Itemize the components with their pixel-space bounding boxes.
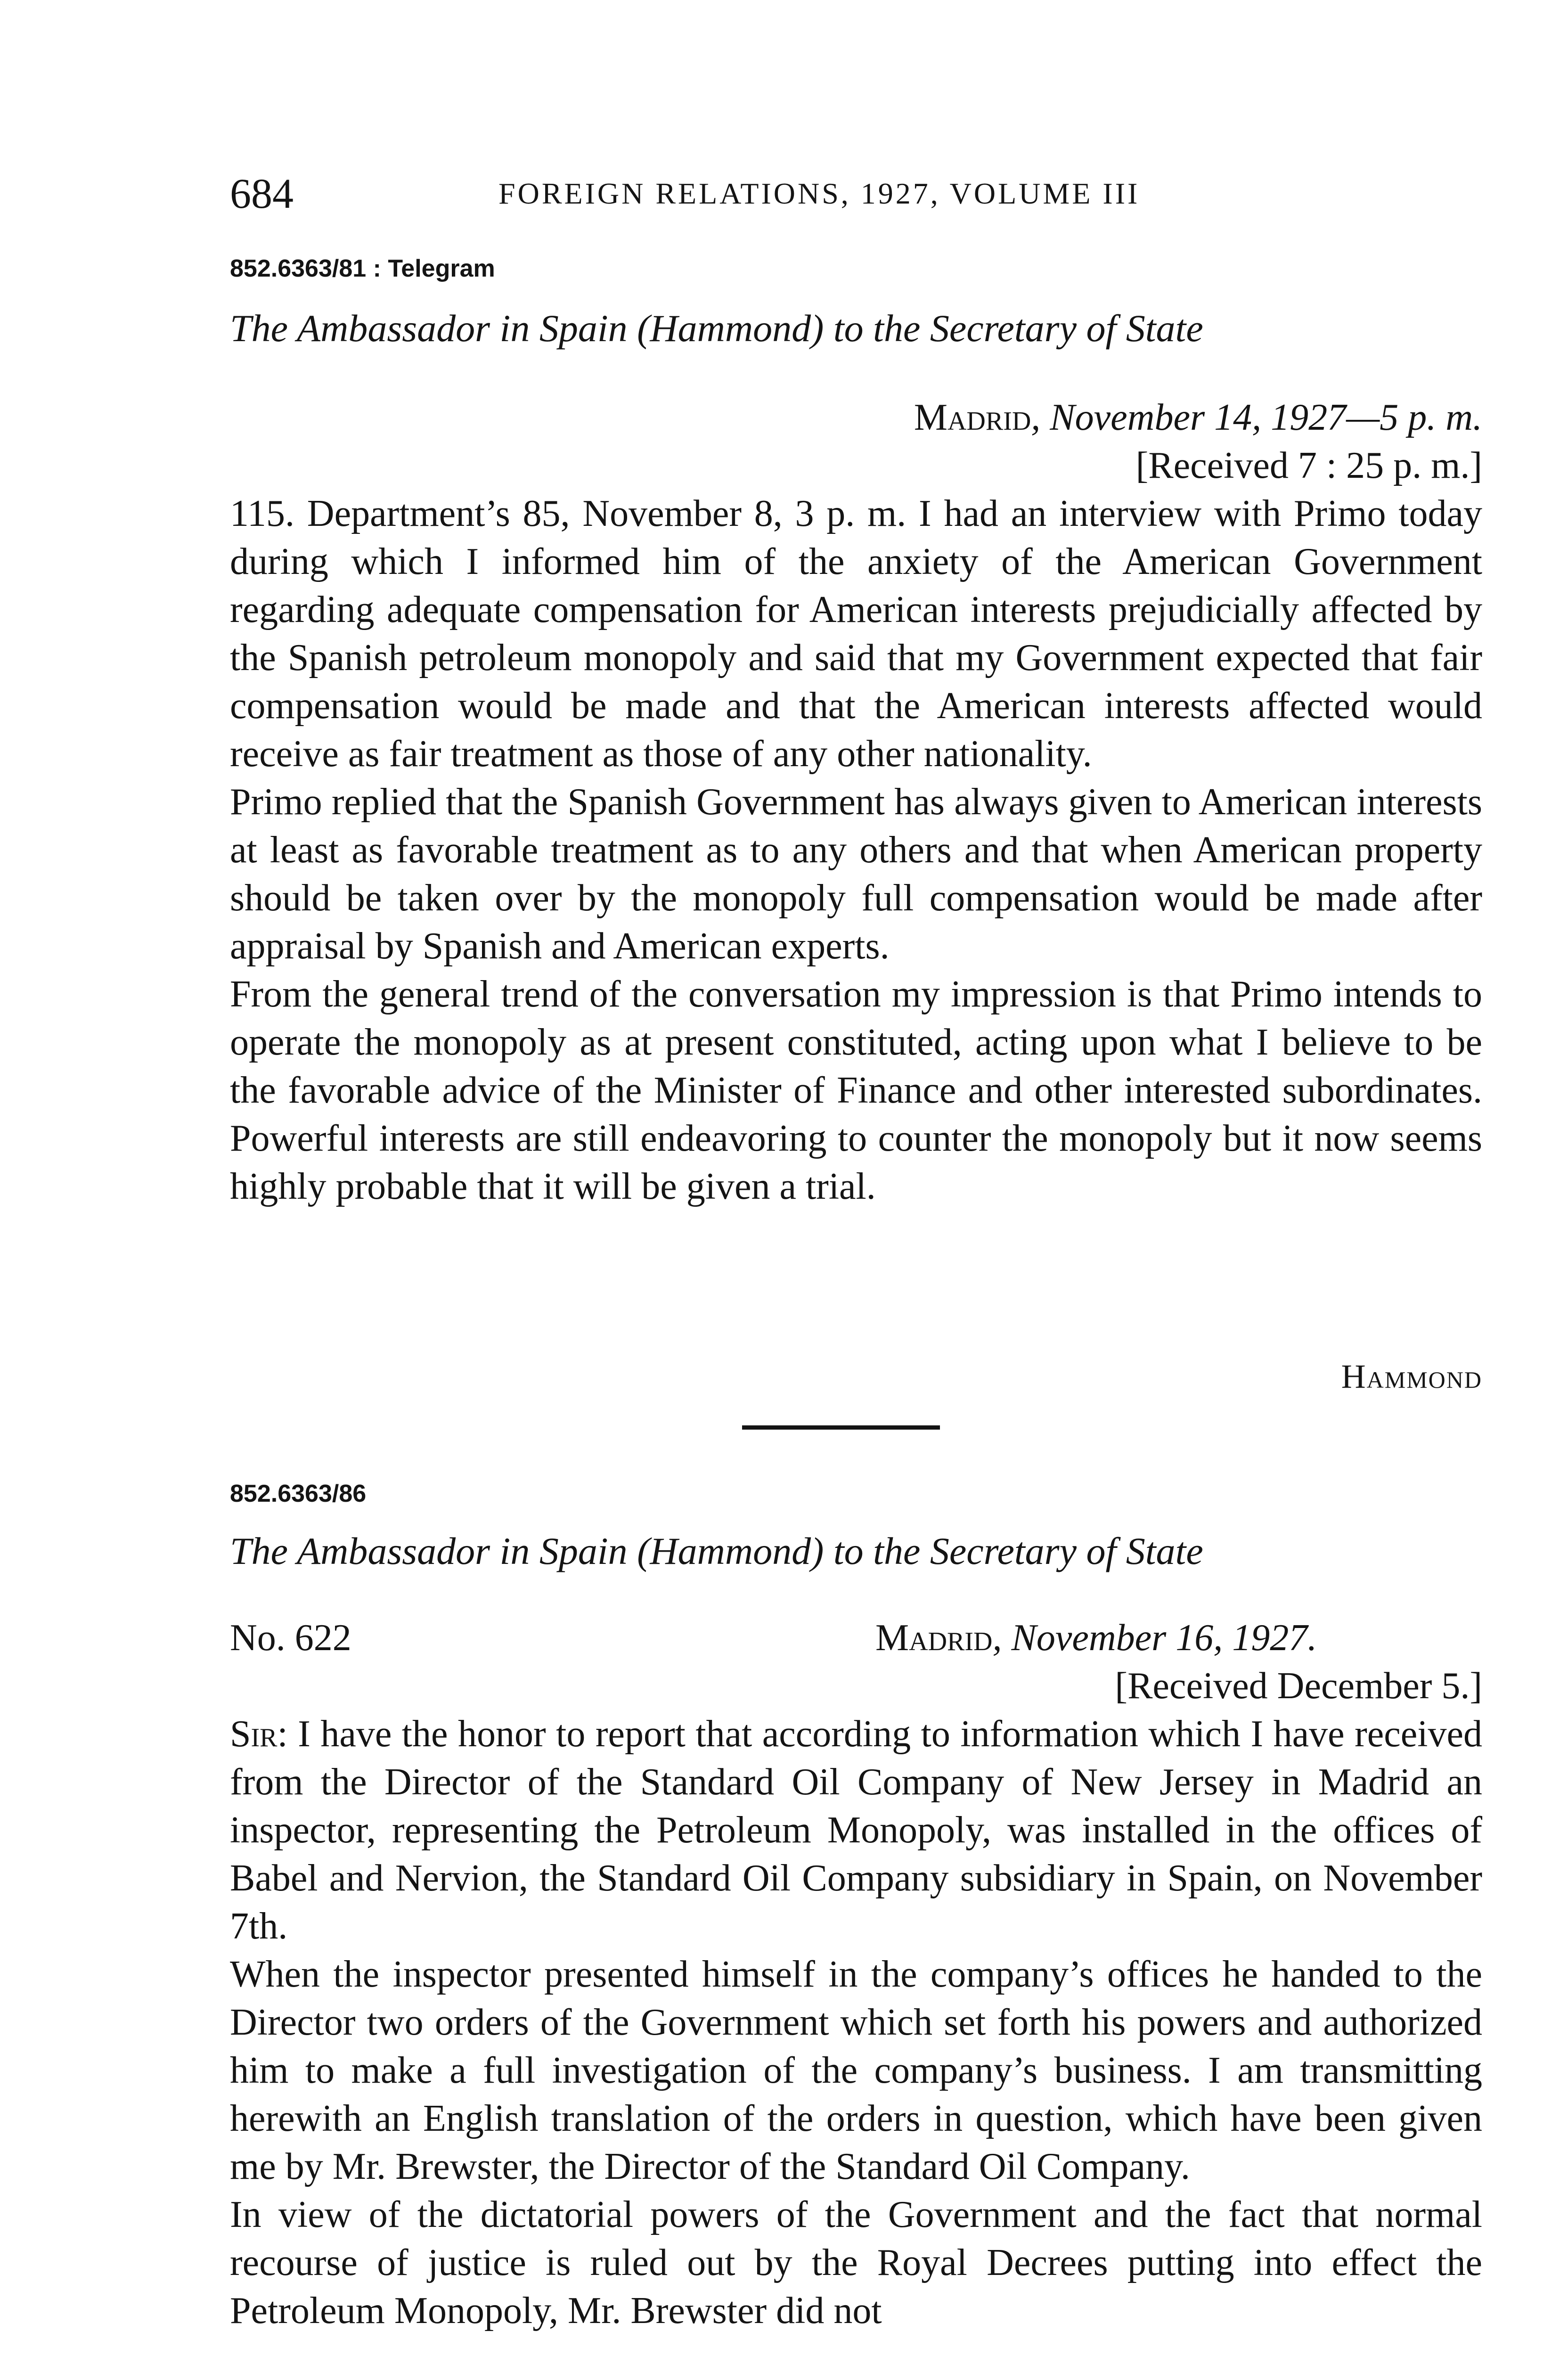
doc2-received: [Received December 5.] — [1115, 1665, 1482, 1707]
doc2-body — [230, 1710, 1482, 2335]
doc1-paragraph: Primo replied that the Spanish Government has always given to American interests at least as favorable treatment as to any others and that when American property should be taken over by the monopoly full compensation would be made after appraisal by Spanish and American experts. — [230, 781, 1482, 967]
doc2-number: No. 622 — [230, 1617, 351, 1659]
doc1-body — [230, 490, 1482, 1211]
doc1-received: [Received 7 : 25 p. m.] — [1135, 445, 1482, 486]
doc2-paragraph: In view of the dictatorial powers of the Government and the fact that normal recourse of justice is ruled out by the Royal Decrees putting into effect the Petroleum Monopoly, Mr. Brewster did not — [230, 2194, 1482, 2331]
doc2-salutation: Sir — [230, 1713, 278, 1755]
page-number: 684 — [230, 171, 294, 217]
section-divider — [742, 1425, 940, 1430]
running-head: FOREIGN RELATIONS, 1927, VOLUME III — [498, 177, 1140, 210]
doc2-paragraph-text: : I have the honor to report that according to information which I have received from the Director of the Standard Oil Company of New Jersey in Madrid an inspector, representing the Petroleum Monopoly, was installed in the offices of Babel and Nervion, the Standard Oil Company subsidiary in Spain, on November 7th. — [230, 1713, 1482, 1947]
doc1-place: Madrid — [914, 397, 1031, 438]
doc2-paragraph: When the inspector presented himself in the company’s offices he handed to the Director two orders of the Government which set forth his powers and authorized him to make a full investigation of the company’s business. I am transmitting herewith an English translation of the orders in question, which have been given me by Mr. Brewster, the Director of the Standard Oil Company. — [230, 1954, 1482, 2187]
doc1-dateline — [230, 393, 1482, 442]
doc1-signature: Hammond — [1341, 1358, 1482, 1395]
page-header — [230, 170, 1482, 217]
doc1-file-reference: 852.6363/81 : Telegram — [230, 255, 495, 282]
doc2-file-reference: 852.6363/86 — [230, 1480, 367, 1507]
doc2-title: The Ambassador in Spain (Hammond) to the Secretary of State — [230, 1530, 1203, 1572]
doc1-paragraph: 115. Department’s 85, November 8, 3 p. m. I had an interview with Primo today during which I informed him of the anxiety of the American Government regarding adequate compensation for American interests prejudicially affected by the Spanish petroleum monopoly and said that my Government expected that fair compensation would be made and that the American interests affected would receive as fair treatment as those of any other nationality. — [230, 493, 1482, 775]
doc1-paragraph: From the general trend of the conversation my impression is that Primo intends to operate the monopoly as at present constituted, acting upon what I believe to be the favorable advice of the Minister of Finance and other interested subordinates. Powerful interests are still endeavoring to counter the monopoly but it now seems highly probable that it will be given a trial. — [230, 973, 1482, 1207]
doc1-title: The Ambassador in Spain (Hammond) to the Secretary of State — [230, 307, 1203, 350]
doc2-number-dateline — [230, 1614, 1482, 1662]
doc2-date: , November 16, 1927. — [992, 1617, 1317, 1659]
doc1-date: , November 14, 1927—5 p. m. — [1031, 397, 1482, 438]
doc2-paragraph — [230, 1710, 1482, 1950]
doc2-place: Madrid — [875, 1617, 993, 1659]
